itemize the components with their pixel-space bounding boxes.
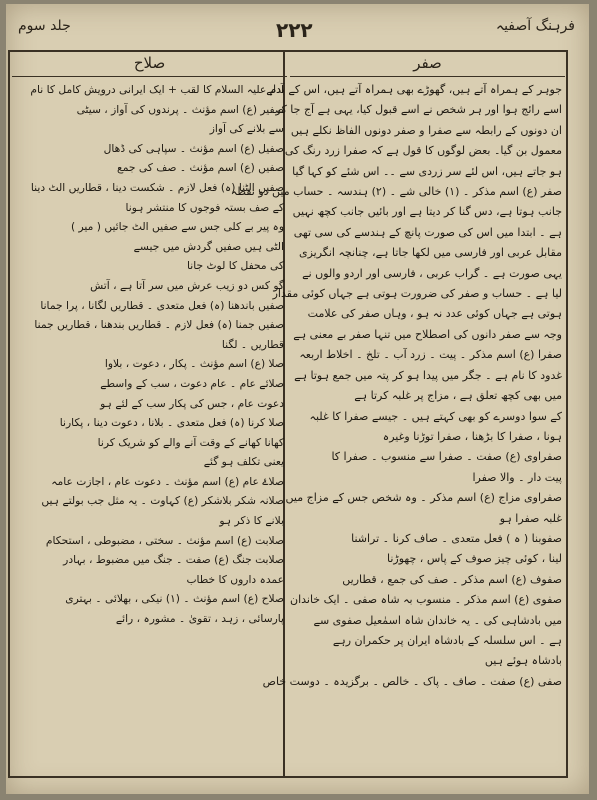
right-column-heading: صفر — [290, 54, 565, 77]
text-line: صفراوی (ع) صفت ۔ صفرا سے منسوب ۔ صفرا کا — [331, 450, 562, 464]
text-line: مقابل عربی اور فارسی میں لکھا جاتا ہے، چنانچہ انگریزی — [298, 246, 562, 260]
text-line: صلاح (ع) اسم مؤنث ۔ (۱) نیکی ، بھلائی ۔ بہتری — [65, 592, 284, 606]
text-line: پیت دار ۔ والا صفرا — [472, 470, 562, 484]
text-line: لینا ، کوئی چیز صوف کے پاس ، چھوڑنا — [387, 552, 562, 566]
text-line: ہو جاتے ہیں، اس لئے سر زردی سے ۔۔ اس شئے کو کہا گیا — [292, 164, 562, 178]
text-line: آدم علیہ السلام کا لقب + ایک ایرانی درویش کامل کا نام — [30, 83, 284, 96]
page-number: ۲۲۲ — [276, 18, 313, 42]
page-header — [6, 12, 589, 46]
text-line: لیا ہے ۔ حساب و صفر کی ضرورت ہوتی ہے جہاں کوئی مقدار — [272, 287, 562, 301]
text-line: میں بادشاہی کی ۔ یہ خاندان شاہ اسمٰعیل صفوی سے — [313, 613, 562, 627]
text-line: صفیں (ع) اسم مؤنث ۔ صف کی جمع — [117, 161, 284, 175]
left-column-heading: صلاح — [12, 54, 287, 77]
text-line: صفر (ع) اسم مذکر ۔ (۱) خالی شے ۔ (۲) ہندسہ ۔ حساب میں دو نقطہ — [230, 185, 562, 199]
text-line: صلاۓ عام (ع) اسم مؤنث ۔ دعوت عام ، اجازت عامہ — [51, 474, 284, 488]
text-line: صلابت جنگ (ع) صفت ۔ جنگ میں مضبوط ، بہادر — [63, 553, 284, 567]
text-line: بادشاہ ہوئے ہیں — [484, 654, 562, 668]
text-line: کے سوا دوسرے کو بھی کہتے ہیں ۔ جیسے صفرا کا غلبہ — [309, 409, 562, 423]
text-line: صلابت (ع) اسم مؤنث ۔ سختی ، مضبوطی ، استحکام — [45, 533, 284, 547]
text-line: صلا (ع) اسم مؤنث ۔ پکار ، دعوت ، بلاوا — [104, 357, 284, 371]
text-line: صفوی (ع) اسم مذکر ۔ منسوب بہ شاہ صفی ۔ ایک خاندان — [289, 593, 562, 607]
text-line: پارسائی ، زہد ، تقویٰ ۔ مشورہ ، رائے — [115, 612, 284, 626]
text-line: وجہ سے صفر دانوں کی اصطلاح میں تنہا صفر بے معنی ہے — [293, 327, 562, 341]
text-line: الٹی ہیں صفیں گردش میں جیسے — [133, 239, 284, 253]
text-line: گو کس دو زیب عرش میں سر آتا ہے ، آتش — [90, 278, 284, 292]
text-line: کے صف بستہ فوجوں کا منتشر ہونا — [125, 200, 284, 214]
volume-label: جلد سوم — [18, 18, 71, 34]
text-line: کی محفل کا لوٹ جانا — [187, 259, 284, 273]
text-line: صفی (ع) صفت ۔ صاف ۔ پاک ۔ خالص ۔ برگزیدہ ۔ دوست خاص — [262, 674, 562, 688]
text-line: صفیں الٹنا (ہ) فعل لازم ۔ شکست دینا ، قطاریں الٹ دینا — [30, 180, 284, 194]
text-line: ان دونوں کے رابطہ سے صفرا و صفر دونوں الفاظ نکلے ہیں — [290, 123, 562, 137]
text-line: قطاریں ۔ لگنا — [221, 337, 284, 351]
text-line: عمدہ داروں کا خطاب — [186, 572, 284, 586]
text-line: صلا کرنا (ہ) فعل متعدی ۔ بلانا ، دعوت دینا ، پکارنا — [59, 416, 284, 430]
text-line: ہے ۔ اس سلسلہ کے بادشاہ ایران پر حکمران رہے — [332, 633, 562, 647]
text-line: صفرا (ع) اسم مذکر ۔ پیت ۔ زرد آب ۔ تلخ ۔ اخلاط اربعہ — [299, 348, 562, 362]
text-line: صفیر (ع) اسم مؤنث ۔ پرندوں کی آواز ، سیٹی — [76, 102, 284, 116]
text-line: اسے رائج ہوا اور ہر شخص نے اسے قبول کیا، یہی ہے آج جا کر — [275, 103, 562, 117]
text-line: صفراوی مزاج (ع) اسم مذکر ۔ وہ شخص جس کے مزاج میں — [285, 491, 562, 505]
text-line: ہونا ، صفرا کا بڑھنا ، صفرا توڑنا وغیرہ — [382, 429, 562, 443]
text-line: صفوف (ع) اسم مذکر ۔ صف کی جمع ، قطاریں — [342, 572, 562, 586]
text-line: صفوبنا ( ہ ) فعل متعدی ۔ صاف کرنا ۔ تراشنا — [351, 531, 562, 545]
text-line: وہ پیر بے کلی جس سے صفیں الٹ جائیں ( میر ) — [70, 220, 284, 234]
text-line: غدود کا نام ہے ۔ جگر میں پیدا ہو کر پتہ میں جمع ہوتا ہے — [294, 368, 562, 382]
text-line: ہوتی ہے جہاں کوئی عدد نہ ہو ، وہاں صفر کی علامت — [307, 307, 562, 321]
text-line: دعوت عام ، جس کی پکار سب کے لئے ہو — [100, 396, 284, 410]
text-line: صلانہ شکر بلاشکر (ع) کہاوت ۔ یہ مثل جب بولتے ہیں — [41, 494, 284, 508]
text-line: صلائے عام ۔ عام دعوت ، سب کے واسطے — [100, 376, 284, 390]
text-line: غلبہ صفرا ہو — [499, 511, 562, 525]
text-line: صفیں جمنا (ہ) فعل لازم ۔ قطاریں بندھنا ، قطاریں جمنا — [34, 318, 284, 332]
text-line: یہی صورت ہے ۔ گراب عربی ، فارسی اور اردو والوں نے — [302, 266, 562, 280]
text-line: جانب ہوتا ہے، دس گنا کر دیتا ہے اور بائیں جانب کچھ نہیں — [292, 205, 562, 219]
text-line: سے بلانے کی آواز — [209, 122, 284, 136]
text-line: یعنی تکلف ہو گئے — [203, 455, 284, 469]
text-line: ہے ۔ ابتدا میں اس کی صورت پانچ کے ہندسے کی سی تھی — [293, 225, 562, 239]
text-line: صفیں باندھنا (ہ) فعل متعدی ۔ قطاریں لگانا ، پرا جمانا — [40, 298, 284, 312]
left-column-text — [12, 80, 284, 774]
text-line: بلانے کا ذکر ہو — [219, 514, 284, 528]
text-line: میں بھی کچھ تعلق ہے ، مزاج پر غلبہ کرتا ہے — [354, 389, 562, 403]
text-line: جوہر کے ہمراہ آتے ہیں، گھوڑے بھی ہمراہ آتے ہیں، اس کے بدلے — [266, 83, 562, 96]
text-line: معمول بن گیا۔ بعض لوگوں کا قول ہے کہ صفرا زرد رنگ کی — [284, 144, 562, 158]
text-line: صفیل (ع) اسم مؤنث ۔ سپاہی کی ڈھال — [103, 141, 284, 155]
text-line: کھانا کھانے کے وقت آنے والے کو شریک کرنا — [97, 435, 284, 449]
book-title: فرہنگ آصفیہ — [495, 18, 575, 34]
